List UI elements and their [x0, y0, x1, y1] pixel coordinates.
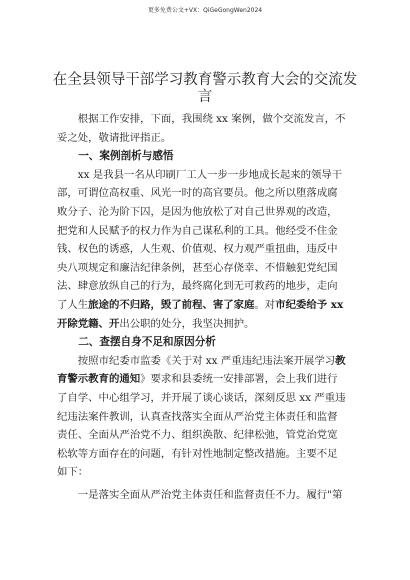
- section-2-heading: 二、查摆自身不足和原因分析: [78, 336, 216, 349]
- section-2-text-a: 按照市纪委市监委《关于对 xx 严重违纪违法案开展学习: [77, 354, 336, 367]
- section-1-text-b: 。对: [254, 298, 276, 311]
- section-1-heading: 一、案例剖析与感悟: [78, 150, 174, 163]
- section-1-text-a: xx 是我县一名从印刷厂工人一步一步地成长起来的领导干部，可谓位高权重、风光一时的高官要员。他之所以堕落成腐败分子、沦为阶下囚，是因为他放松了对自己世界观的改造，把党和人民赋予的权力作为自己谋私利的工具。他经受不住金钱、权色的诱惑，人生观、价值观、权力观严重扭曲，违反中央八项规定和廉洁纪律条例，甚至心存侥幸、不惜触犯党纪国法、肆意放纵自己的行为，最终腐化到无可救药的地步，走向了人生: [57, 168, 343, 311]
- watermark-text: 更多免费公文+VX：QiGeGongWen2024: [147, 7, 263, 14]
- section-1-text-c: 出公职的处分，我坚决拥护。: [119, 317, 255, 330]
- section-1-bold-1: 旅途的不归路，毁了前程、害了家庭: [88, 298, 255, 311]
- section-2-text-b: 》要求和县委统一安排部署，会上我们进行了自学、中心组学习，并开展了谈心谈话，深刻反思 xx 严重违纪违法案件教训，认真查找落实全面从严治党主体责任和监督责任、全面从严治党不力、组织涣散、纪律松弛，管党治党宽松软等方面存在的问题，有针对性地制定整改措施。主要不足如下：: [57, 373, 346, 479]
- section-2-item-1: 一是落实全面从严治党主体责任和监督责任不力。履行"第: [77, 488, 343, 501]
- section-2-bold-1: 教育警示教育的通知: [57, 354, 346, 386]
- section-1-paragraph: [57, 166, 347, 333]
- document-body: [57, 110, 347, 504]
- section-1-bold-2: 市纪委给予 xx 开除党籍、开: [57, 298, 344, 330]
- intro-paragraph: 根据工作安排，下面，我围绕 xx 案例，做个交流发言，不妥之处，敬请批评指正。: [57, 113, 346, 144]
- section-2-paragraph: [57, 352, 347, 482]
- document-title: 在全县领导干部学习教育警示教育大会的交流发言: [52, 72, 358, 105]
